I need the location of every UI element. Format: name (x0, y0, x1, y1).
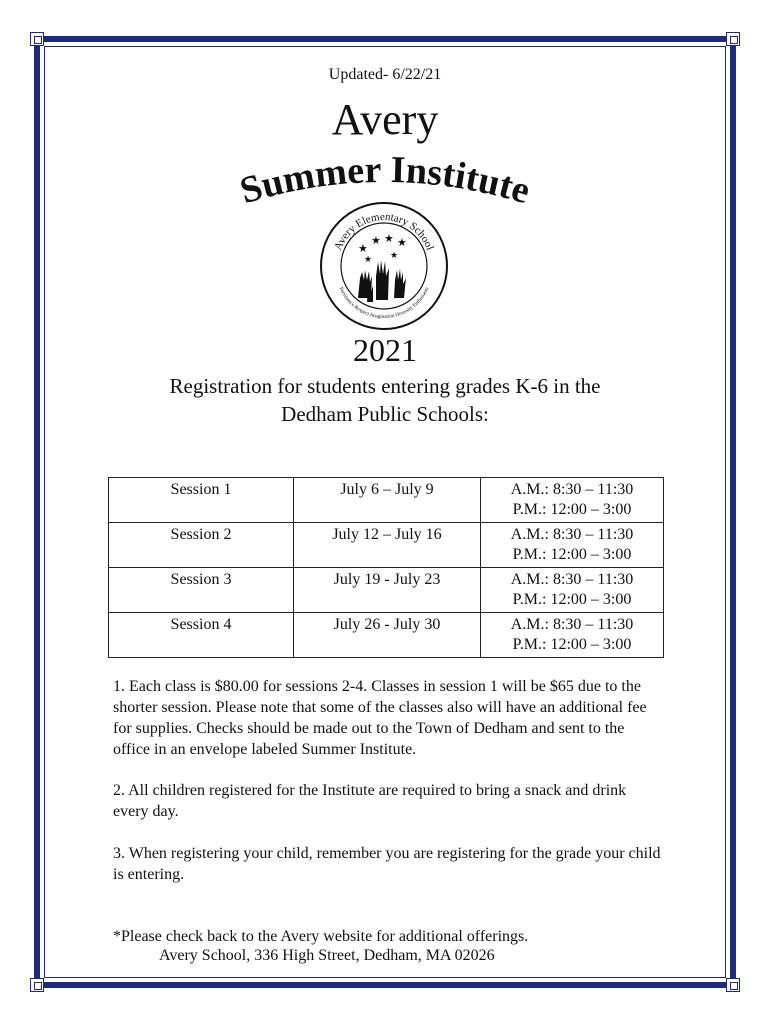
session-times (481, 478, 664, 523)
session-dates: July 6 – July 9 (294, 478, 481, 523)
school-seal-logo (318, 200, 450, 332)
pm-time: P.M.: 12:00 – 3:00 (512, 546, 632, 563)
seal-text-top: Avery Elementary School (332, 210, 436, 253)
session-name: Session 4 (109, 613, 294, 658)
pm-time: P.M.: 12:00 – 3:00 (512, 636, 632, 653)
corner-ornament-bottom-right (726, 978, 740, 992)
snack-note: 2. All children registered for the Institute are required to bring a snack and drink every day. (113, 782, 627, 820)
pm-time: P.M.: 12:00 – 3:00 (512, 591, 632, 608)
session-times (481, 523, 664, 568)
corner-ornament-bottom-left (30, 978, 44, 992)
registration-heading (0, 372, 770, 428)
svg-text:★: ★ (384, 233, 394, 245)
corner-ornament-top-left (30, 32, 44, 46)
session-times (481, 568, 664, 613)
am-time: A.M.: 8:30 – 11:30 (510, 481, 634, 498)
table-row (109, 523, 664, 568)
svg-text:★: ★ (364, 254, 373, 264)
session-dates: July 19 - July 23 (294, 568, 481, 613)
session-dates: July 26 - July 30 (294, 613, 481, 658)
grade-note: 3. When registering your child, remember you are registering for the grade your child is entering. (113, 845, 661, 883)
svg-text:★: ★ (397, 237, 407, 249)
registration-line-2: Dedham Public Schools: (281, 402, 489, 426)
school-address: Avery School, 336 High Street, Dedham, MA 02026 (159, 947, 495, 964)
svg-text:★: ★ (371, 235, 381, 247)
svg-text:★: ★ (358, 243, 368, 255)
session-name: Session 2 (109, 523, 294, 568)
corner-ornament-top-right (726, 32, 740, 46)
program-title: Summer Institute (235, 150, 535, 213)
session-name: Session 3 (109, 568, 294, 613)
table-row (109, 478, 664, 523)
svg-text:★: ★ (390, 250, 399, 260)
table-row (109, 568, 664, 613)
star-icons (358, 233, 407, 264)
pm-time: P.M.: 12:00 – 3:00 (512, 501, 632, 518)
school-name-heading: Avery (331, 95, 439, 144)
am-time: A.M.: 8:30 – 11:30 (510, 616, 634, 633)
registration-line-1: Registration for students entering grades K-6 in the (169, 374, 601, 398)
session-dates: July 12 – July 16 (294, 523, 481, 568)
session-times (481, 613, 664, 658)
year-heading: 2021 (353, 332, 417, 368)
raised-hands-icon (358, 260, 406, 302)
am-time: A.M.: 8:30 – 11:30 (510, 571, 634, 588)
fee-note: 1. Each class is $80.00 for sessions 2-4. Classes in session 1 will be $65 due to the shorter session. Please note that some of the classes also will have an additional fee for supplies. Checks should be made out to the Town of Dedham and sent to the office in an envelope labeled Summer Institute. (113, 678, 647, 758)
session-schedule-table (108, 477, 664, 658)
website-note: *Please check back to the Avery website for additional offerings. (113, 928, 529, 945)
table-row (109, 613, 664, 658)
updated-date: Updated- 6/22/21 (328, 66, 442, 83)
session-name: Session 1 (109, 478, 294, 523)
seal-text-bottom: Persistence Respect Imagination Diversity Enthusiasm (337, 286, 431, 321)
am-time: A.M.: 8:30 – 11:30 (510, 526, 634, 543)
